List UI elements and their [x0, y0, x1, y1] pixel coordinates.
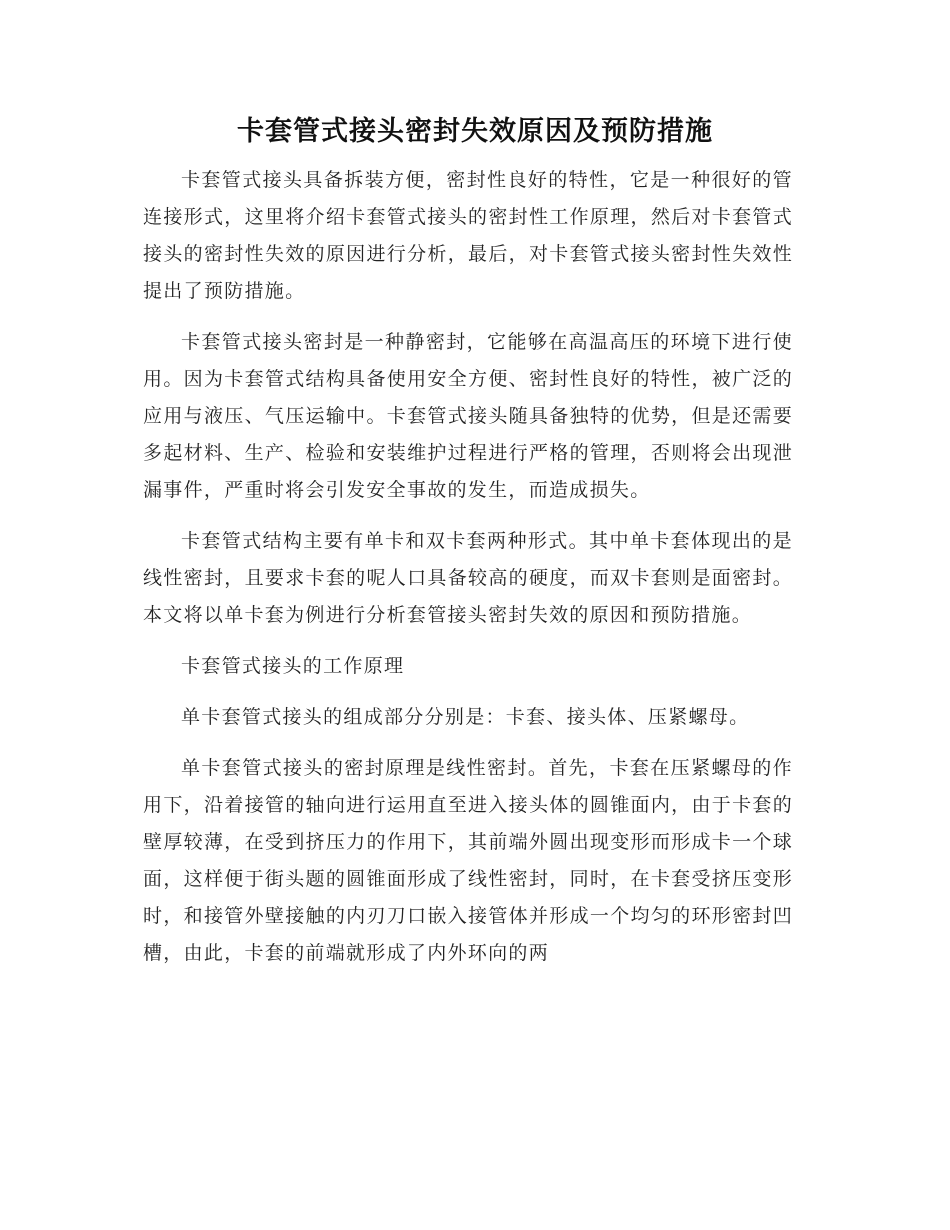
- document-title: 卡套管式接头密封失效原因及预防措施: [237, 116, 713, 147]
- section-heading-working-principle: 卡套管式接头的工作原理: [181, 655, 405, 677]
- paragraph-components: 单卡套管式接头的组成部分分别是：卡套、接头体、压紧螺母。: [181, 706, 750, 728]
- paragraph-intro: 卡套管式接头具备拆装方便，密封性良好的特性，它是一种很好的管连接形式，这里将介绍卡套管式接头的密封性工作原理，然后对卡套管式接头的密封性失效的原因进行分析，最后，对卡套管式接头密封性失效性提出了预防措施。: [143, 169, 793, 302]
- paragraph-seal-principle: 单卡套管式接头的密封原理是线性密封。首先，卡套在压紧螺母的作用下，沿着接管的轴向进行运用直至进入接头体的圆锥面内，由于卡套的壁厚较薄，在受到挤压力的作用下，其前端外圆出现变形而形成卡一个球面，这样便于街头题的圆锥面形成了线性密封，同时，在卡套受挤压变形时，和接管外壁接触的内刃刀口嵌入接管体并形成一个均匀的环形密封凹槽，由此，卡套的前端就形成了内外环向的两: [143, 757, 793, 964]
- paragraph-static-seal: 卡套管式接头密封是一种静密封，它能够在高温高压的环境下进行使用。因为卡套管式结构具备使用安全方便、密封性良好的特性，被广泛的应用与液压、气压运输中。卡套管式接头随具备独特的优势，但是还需要多起材料、生产、检验和安装维护过程进行严格的管理，否则将会出现泄漏事件，严重时将会引发安全事故的发生，而造成损失。: [143, 331, 793, 501]
- paragraph-structure-types: 卡套管式结构主要有单卡和双卡套两种形式。其中单卡套体现出的是线性密封，且要求卡套的呢人口具备较高的硬度，而双卡套则是面密封。本文将以单卡套为例进行分析套管接头密封失效的原因和预防措施。: [143, 530, 793, 626]
- document-body: [143, 162, 793, 986]
